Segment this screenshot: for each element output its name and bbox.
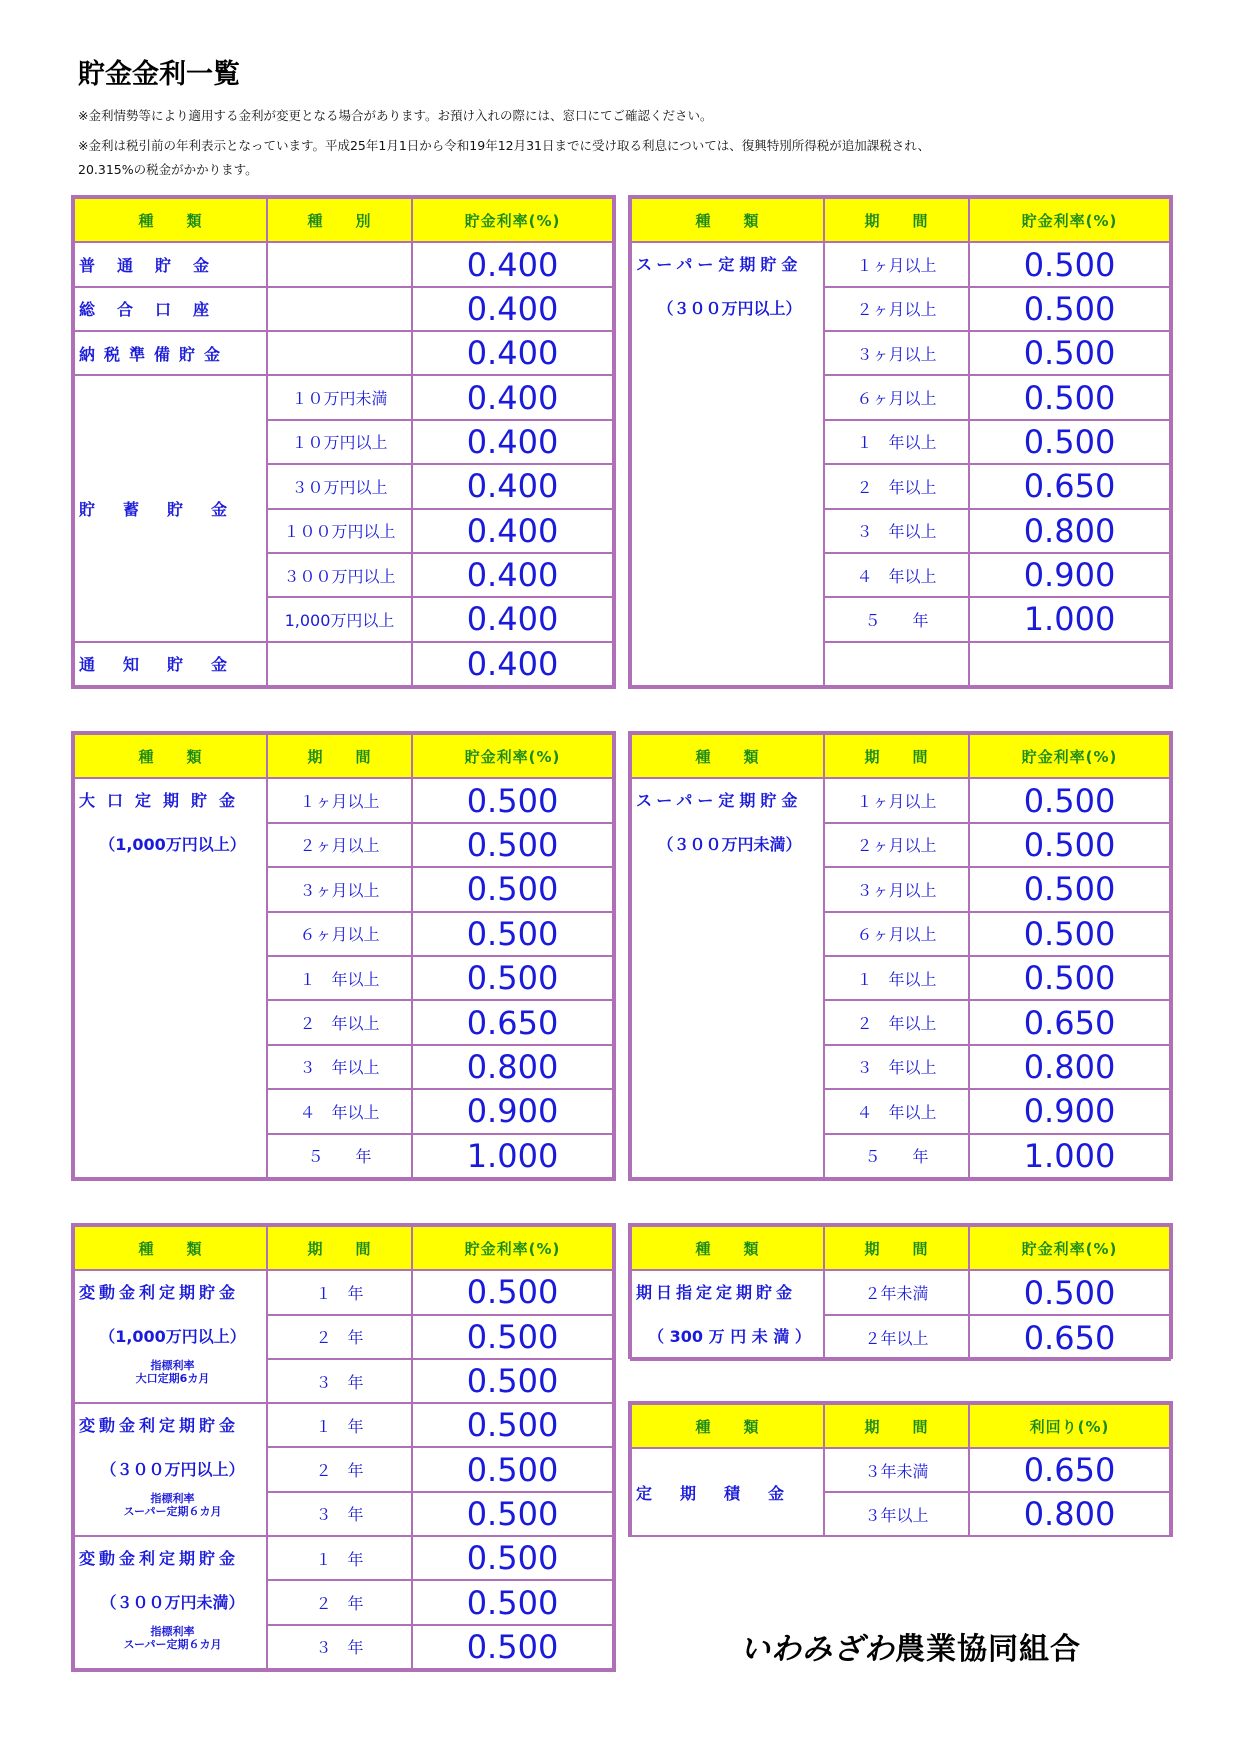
rate-cell: 0.500 [412, 1403, 613, 1447]
rate-cell: 0.500 [412, 912, 613, 956]
rate-cell: 0.500 [969, 287, 1170, 331]
kind-cell [631, 778, 824, 1178]
header-kind: 種 類 [74, 198, 267, 242]
index-rate-basis: スーパー定期６カ月 [123, 1505, 222, 1519]
rate-cell: 0.500 [969, 242, 1170, 286]
period-cell: ２ヶ月以上 [824, 287, 969, 331]
period-cell: ５ 年 [824, 597, 969, 641]
kind-cell [74, 287, 267, 331]
period-cell: ３ 年 [267, 1492, 412, 1536]
rate-cell: 0.650 [969, 464, 1170, 508]
period-cell: ６ヶ月以上 [267, 912, 412, 956]
table-row [631, 1448, 1170, 1492]
rate-cell: 0.500 [412, 1536, 613, 1580]
header-rate: 貯金利率(%) [412, 734, 613, 778]
index-rate-label: 指標利率 [150, 1625, 195, 1639]
period-cell: ３ 年以上 [824, 509, 969, 553]
type-cell: １０万円未満 [267, 375, 412, 419]
period-cell: ３ヶ月以上 [267, 867, 412, 911]
table-super-time-deposit-under-3m [628, 731, 1173, 1181]
type-cell [267, 642, 412, 686]
rate-cell: 0.500 [969, 956, 1170, 1000]
header-period: 期 間 [824, 734, 969, 778]
period-cell: １ 年以上 [824, 420, 969, 464]
period-cell: １ヶ月以上 [824, 242, 969, 286]
table-super-time-deposit-over-3m [628, 195, 1173, 689]
page-title: 貯金金利一覧 [78, 59, 240, 90]
rate-cell: 0.400 [412, 287, 613, 331]
kind-label: 総合口座 [79, 300, 232, 320]
period-cell: ２ 年以上 [267, 1000, 412, 1044]
rate-cell: 0.500 [412, 1447, 613, 1491]
index-rate-basis: スーパー定期６カ月 [123, 1638, 222, 1652]
rate-cell: 0.500 [412, 823, 613, 867]
period-cell: ３ 年以上 [267, 1045, 412, 1089]
rate-cell: 0.500 [969, 331, 1170, 375]
kind-label: 変動金利定期貯金 [79, 1283, 240, 1303]
period-cell: ２ 年 [267, 1315, 412, 1359]
rate-cell: 0.500 [412, 867, 613, 911]
header-rate: 貯金利率(%) [969, 1226, 1170, 1270]
header-kind: 種 類 [74, 1226, 267, 1270]
kind-cell [631, 1448, 824, 1536]
note-tax: ※金利は税引前の年利表示となっています。平成25年1月1日から令和19年12月31日までに受け取る利息については、復興特別所得税が追加課税され、 [78, 138, 931, 153]
period-cell: １ヶ月以上 [267, 778, 412, 822]
rate-cell: 0.900 [412, 1089, 613, 1133]
rate-cell: 0.500 [969, 420, 1170, 464]
table-row [74, 242, 613, 286]
rate-cell: 0.500 [412, 1580, 613, 1624]
period-cell: １ 年 [267, 1403, 412, 1447]
table-row [74, 778, 613, 822]
rate-cell: 0.500 [412, 778, 613, 822]
header-period: 期 間 [267, 1226, 412, 1270]
period-cell: １ヶ月以上 [824, 778, 969, 822]
table-ordinary-deposits [71, 195, 616, 689]
period-cell: ２年以上 [824, 1315, 969, 1360]
rate-cell: 0.500 [412, 1315, 613, 1359]
period-cell: ２ヶ月以上 [824, 823, 969, 867]
rate-cell: 0.500 [969, 867, 1170, 911]
note-tax-rate: 20.315%の税金がかかります。 [78, 162, 258, 177]
kind-label: 貯蓄貯金 [79, 500, 256, 520]
rate-cell: 0.500 [969, 1270, 1170, 1315]
rate-cell: 0.400 [412, 420, 613, 464]
period-cell: ２ 年 [267, 1580, 412, 1624]
header-kind: 種 類 [631, 198, 824, 242]
table-row [631, 242, 1170, 286]
kind-label: 変動金利定期貯金 [79, 1416, 240, 1436]
index-rate-label: 指標利率 [150, 1492, 195, 1506]
period-cell: ３年以上 [824, 1492, 969, 1536]
type-cell: 1,000万円以上 [267, 597, 412, 641]
table-row [74, 287, 613, 331]
table-variable-rate-deposits [71, 1223, 616, 1672]
kind-label: 普通貯金 [79, 256, 232, 276]
period-cell: ２ 年以上 [824, 1000, 969, 1044]
kind-label: スーパー定期貯金 [636, 791, 803, 811]
rate-cell: 1.000 [969, 1134, 1170, 1178]
empty-cell [969, 642, 1170, 686]
kind-cell [74, 1270, 267, 1403]
rate-cell: 0.500 [412, 1625, 613, 1669]
kind-sub-label: （３００万円以上） [657, 299, 802, 319]
rate-cell: 0.400 [412, 375, 613, 419]
organization-logo [740, 1624, 1081, 1668]
rate-cell: 0.400 [412, 242, 613, 286]
table-row [74, 1270, 613, 1314]
period-cell: ３ヶ月以上 [824, 331, 969, 375]
period-cell: ４ 年以上 [267, 1089, 412, 1133]
period-cell: ２ 年 [267, 1447, 412, 1491]
table-row [74, 1403, 613, 1447]
kind-label: 定期積金 [636, 1483, 813, 1503]
rate-cell: 0.500 [412, 1270, 613, 1314]
table-designated-maturity-deposit [628, 1223, 1173, 1359]
period-cell: ２年未満 [824, 1270, 969, 1315]
rate-cell: 0.500 [969, 778, 1170, 822]
kind-cell [631, 1270, 824, 1360]
header-period: 期 間 [824, 1226, 969, 1270]
kind-label: 通知貯金 [79, 655, 256, 675]
period-cell: ５ 年 [267, 1134, 412, 1178]
kind-sub-label: （1,000万円以上） [99, 1327, 246, 1347]
table-row [631, 778, 1170, 822]
type-cell [267, 331, 412, 375]
kind-label: スーパー定期貯金 [636, 255, 803, 275]
rate-cell: 0.800 [412, 1045, 613, 1089]
kind-sub-label: （1,000万円以上） [99, 835, 246, 855]
kind-cell [74, 1536, 267, 1669]
period-cell: ６ヶ月以上 [824, 375, 969, 419]
rate-cell: 0.650 [969, 1315, 1170, 1360]
table-row [74, 642, 613, 686]
rate-cell: 0.500 [412, 956, 613, 1000]
rate-cell: 0.900 [969, 1089, 1170, 1133]
rate-cell: 0.800 [969, 1492, 1170, 1536]
header-type: 種 別 [267, 198, 412, 242]
period-cell: １ 年以上 [267, 956, 412, 1000]
rate-cell: 0.500 [969, 375, 1170, 419]
type-cell: ３００万円以上 [267, 553, 412, 597]
table-row [74, 375, 613, 419]
note-rate-change: ※金利情勢等により適用する金利が変更となる場合があります。お預け入れの際には、窓口にてご確認ください。 [78, 108, 713, 123]
header-rate: 貯金利率(%) [412, 1226, 613, 1270]
index-rate-basis: 大口定期6カ月 [135, 1372, 210, 1386]
rate-cell: 1.000 [969, 597, 1170, 641]
type-cell [267, 287, 412, 331]
rate-cell: 0.650 [969, 1448, 1170, 1492]
period-cell: １ 年 [267, 1536, 412, 1580]
rate-cell: 0.400 [412, 464, 613, 508]
rate-cell: 0.800 [969, 509, 1170, 553]
period-cell: １ 年 [267, 1270, 412, 1314]
period-cell: ４ 年以上 [824, 553, 969, 597]
kind-label: 期日指定定期貯金 [636, 1283, 797, 1302]
header-rate: 貯金利率(%) [969, 198, 1170, 242]
logo-kana: いわみざわ [740, 1632, 895, 1667]
header-kind: 種 類 [631, 734, 824, 778]
period-cell: ３ 年以上 [824, 1045, 969, 1089]
table-installment-savings [628, 1401, 1173, 1537]
period-cell: １ 年以上 [824, 956, 969, 1000]
rate-cell: 0.400 [412, 509, 613, 553]
kind-cell [74, 242, 267, 286]
rate-cell: 0.800 [969, 1045, 1170, 1089]
period-cell: ３年未満 [824, 1448, 969, 1492]
rate-cell: 0.500 [969, 823, 1170, 867]
header-period: 期 間 [267, 734, 412, 778]
rate-cell: 0.400 [412, 597, 613, 641]
rate-cell: 0.650 [969, 1000, 1170, 1044]
type-cell: １０万円以上 [267, 420, 412, 464]
kind-sub-label: （３００万円以上） [100, 1460, 245, 1480]
kind-label: 納税準備貯金 [79, 344, 230, 364]
table-row [74, 331, 613, 375]
kind-cell [74, 778, 267, 1178]
rate-cell: 0.400 [412, 331, 613, 375]
logo-kanji: 農業協同組合 [895, 1632, 1081, 1667]
period-cell: ３ 年 [267, 1625, 412, 1669]
rate-cell: 0.650 [412, 1000, 613, 1044]
period-cell: ６ヶ月以上 [824, 912, 969, 956]
rate-cell: 0.500 [969, 912, 1170, 956]
table-row [631, 1270, 1170, 1315]
header-yield: 利回り(%) [969, 1404, 1170, 1448]
rate-cell: 0.500 [412, 1359, 613, 1403]
period-cell: ３ 年 [267, 1359, 412, 1403]
kind-sub-label: （３００万円未満） [100, 1593, 245, 1613]
period-cell: ３ヶ月以上 [824, 867, 969, 911]
header-rate: 貯金利率(%) [412, 198, 613, 242]
type-cell [267, 242, 412, 286]
kind-cell [74, 1403, 267, 1536]
kind-sub-label: （３００万円未満） [657, 835, 802, 855]
type-cell: １００万円以上 [267, 509, 412, 553]
rate-cell: 0.500 [412, 1492, 613, 1536]
header-period: 期 間 [824, 198, 969, 242]
kind-sub-label: （ 300 万 円 未 満 ） [648, 1327, 811, 1346]
period-cell: ５ 年 [824, 1134, 969, 1178]
header-period: 期 間 [824, 1404, 969, 1448]
table-large-time-deposit [71, 731, 616, 1181]
kind-cell [74, 331, 267, 375]
table-row [74, 1536, 613, 1580]
header-kind: 種 類 [74, 734, 267, 778]
rate-cell: 0.400 [412, 553, 613, 597]
header-kind: 種 類 [631, 1226, 824, 1270]
kind-cell [631, 242, 824, 686]
kind-cell [74, 642, 267, 686]
period-cell: ４ 年以上 [824, 1089, 969, 1133]
rate-cell: 1.000 [412, 1134, 613, 1178]
header-kind: 種 類 [631, 1404, 824, 1448]
type-cell: ３０万円以上 [267, 464, 412, 508]
kind-label: 変動金利定期貯金 [79, 1549, 240, 1569]
kind-cell [74, 375, 267, 641]
period-cell: ２ヶ月以上 [267, 823, 412, 867]
period-cell: ２ 年以上 [824, 464, 969, 508]
rate-cell: 0.400 [412, 642, 613, 686]
kind-label: 大口定期貯金 [79, 791, 248, 811]
header-rate: 貯金利率(%) [969, 734, 1170, 778]
rate-cell: 0.900 [969, 553, 1170, 597]
empty-cell [824, 642, 969, 686]
index-rate-label: 指標利率 [150, 1359, 195, 1373]
